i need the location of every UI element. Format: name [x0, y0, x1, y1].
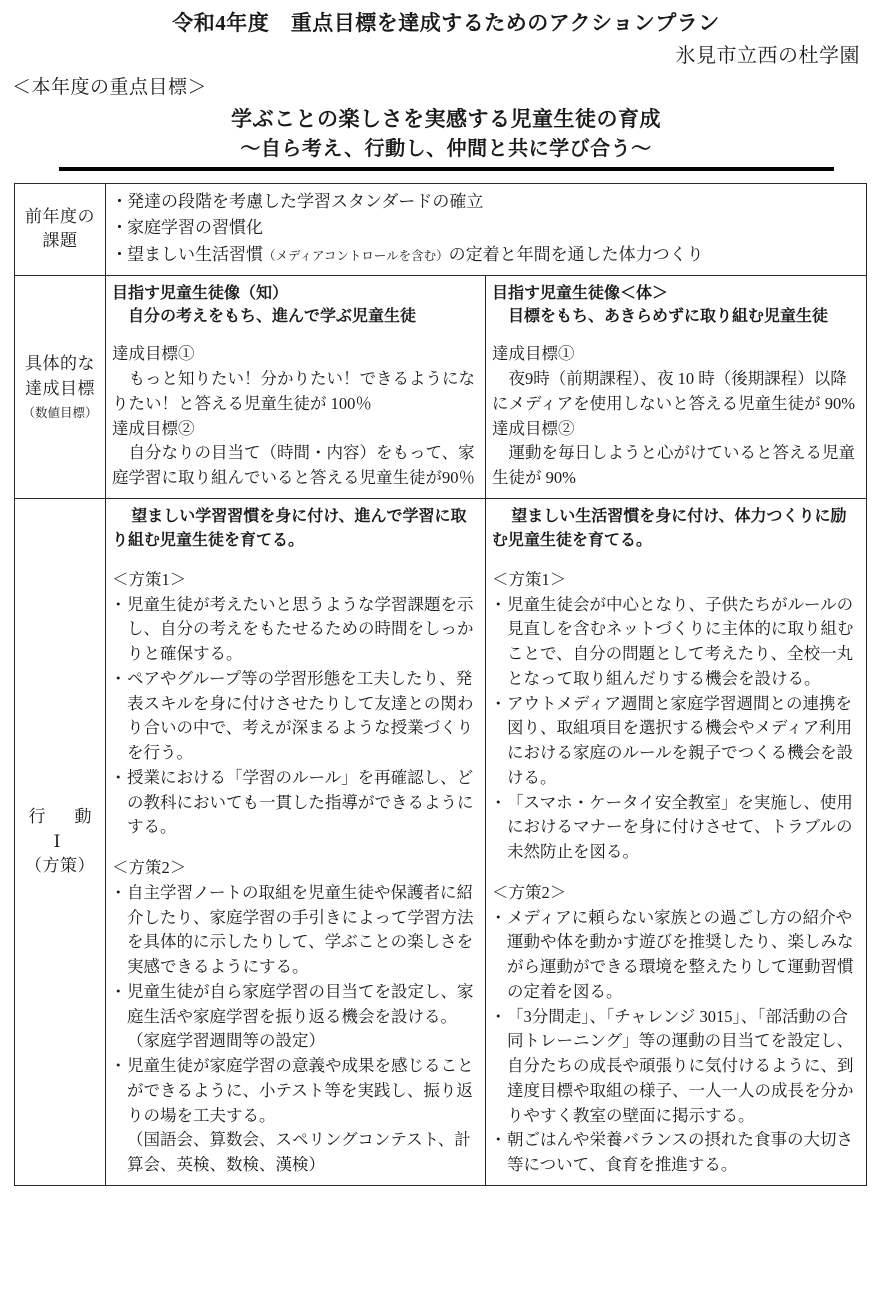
row-label-sublabel: （数値目標） [22, 405, 98, 420]
list-item: ・ 「3分間走」、「チャレンジ 3015」、「部活動の合同トレーニング」等の運動の目当てを設定し、自分たちの成長や頑張りに気付けるように、到達度目標や取組の様子、一人一人の成長を分かりやすく教室の壁面に掲示する。 [492, 1005, 860, 1129]
list-item: ・ 朝ごはんや栄養バランスの摂れた食事の大切さ等について、食育を推進する。 [492, 1128, 860, 1178]
target2-body-knowledge: 自分なりの目当て（時間・内容）をもって、家庭学習に取り組んでいると答える児童生徒が90％ [112, 443, 475, 488]
issue-text-tail: の定着と年間を通した体力つくり [448, 244, 704, 264]
target1-label-physical: 達成目標① [492, 344, 575, 364]
plan2-list-learning [112, 881, 479, 1178]
target2-label-knowledge: 達成目標② [112, 418, 195, 438]
focus-goal-label: ＜本年度の重点目標＞ [12, 77, 208, 99]
table-row-concrete-goals [15, 276, 867, 499]
row-label-line1: 行 動 Ⅰ [28, 807, 121, 851]
target2-label-physical: 達成目標② [492, 418, 575, 438]
list-item: ・ アウトメディア週間と家庭学習週間との連携を図り、取組項目を選択する機会やメディア利用における家庭のルールを親子でつくる機会を設ける。 [492, 692, 860, 791]
goals-physical-cell [486, 276, 867, 499]
ideal-student-heading-physical [492, 281, 860, 327]
target1-body-physical: 夜9時（前期課程）、夜 10 時（後期課程）以降にメディアを使用しないと答える児童生徒が 90% [492, 369, 856, 413]
goals-knowledge-cell [106, 276, 486, 499]
plan1-heading-learning: ＜方策1＞ [112, 569, 187, 589]
row-label-line2: （方策） [25, 856, 95, 876]
ideal-head-body: 目標をもち、あきらめずに取り組む児童生徒 [508, 306, 829, 326]
plan2-heading-learning: ＜方策2＞ [112, 858, 187, 878]
target1-body-knowledge: もっと知りたい！分かりたい！できるようになりたい！と答える児童生徒が 100％ [112, 369, 475, 413]
focus-goal-sub: ～自ら考え、行動し、仲間と共に学び合う～ [240, 137, 652, 160]
list-item: ・ 「スマホ・ケータイ安全教室」を実施し、使用におけるマナーを身に付けさせて、トラブルの未然防止を図る。 [492, 791, 860, 865]
page-title: 令和4年度 重点目標を達成するためのアクションプラン [172, 11, 720, 35]
action-plan-table [14, 183, 867, 1186]
spacer [492, 865, 860, 881]
row-label-line1: 具体的な [25, 354, 95, 374]
row-label-line2: 達成目標 [25, 378, 95, 398]
row-label-action-one [15, 498, 121, 1185]
row-label-line1: 前年度の [25, 206, 95, 226]
ideal-student-heading-knowledge [112, 281, 479, 327]
row-label-concrete-goals [15, 276, 106, 499]
row-label-line2: 課題 [42, 231, 78, 251]
plan2-list-lifestyle [492, 906, 860, 1178]
action-lifestyle-cell [486, 498, 867, 1185]
previous-year-issue-list [112, 189, 860, 268]
ideal-head-body: 自分の考えをもち、進んで学ぶ児童生徒 [128, 306, 417, 326]
table-row-action-one [15, 498, 867, 1185]
spacer [492, 327, 860, 342]
plan2-footnote-learning: （国語会、算数会、スペリングコンテスト、計算会、英検、数検、漢検） [127, 1130, 471, 1175]
plan1-heading-lifestyle: ＜方策1＞ [492, 569, 567, 589]
row-label-previous-year [15, 183, 106, 276]
spacer [112, 552, 479, 568]
list-item: ・ 児童生徒が自ら家庭学習の目当てを設定し、家庭生活や家庭学習を振り返る機会を設ける。（家庭学習週間等の設定） [112, 980, 479, 1054]
list-item: ・ ペアやグループ等の学習形態を工夫したり、発表スキルを身に付けさせたりして友達との関わり合いの中で、考えが深まるような授業づくりを行う。 [112, 667, 479, 766]
focus-goal-block [0, 105, 892, 162]
table-row-previous-year [15, 183, 867, 276]
list-item: ・ メディアに頼らない家族との過ごし方の紹介や運動や体を動かす遊びを推奨したり、楽しみながら運動ができる環境を整えたりして運動習慣の定着を図る。 [492, 906, 860, 1005]
school-name: 氷見市立西の杜学園 [675, 45, 860, 68]
spacer [112, 840, 479, 856]
ideal-head-title: 目指す児童生徒像（知） [112, 283, 289, 303]
list-item [112, 242, 860, 268]
plan2-heading-lifestyle: ＜方策2＞ [492, 882, 567, 902]
plan1-list-lifestyle [492, 593, 860, 865]
target2-body-physical: 運動を毎日しようと心がけていると答える児童生徒が 90% [492, 443, 855, 488]
action-learning-cell [106, 498, 486, 1185]
list-item: ・ 児童生徒会が中心となり、子供たちがルールの見直しを含むネットづくりに主体的に取り組むことで、自分の問題として考えたり、全校一丸となって取り組んだりする機会を設ける。 [492, 593, 860, 692]
list-item: ・ 授業における「学習のルール」を再確認し、どの教科においても一貫した指導ができるようにする。 [112, 766, 479, 840]
plan1-list-learning [112, 593, 479, 841]
target1-label-knowledge: 達成目標① [112, 344, 195, 364]
list-item: ・ 発達の段階を考慮した学習スタンダードの確立 [112, 189, 860, 215]
goal-divider-rule [59, 167, 834, 171]
list-item: ・ 家庭学習の習慣化 [112, 215, 860, 241]
issue-text-main: 望ましい生活習慣 [127, 244, 263, 264]
issue-text-note: （メディアコントロールを含む） [263, 248, 449, 263]
ideal-head-title: 目指す児童生徒像＜体＞ [492, 283, 669, 303]
spacer [112, 327, 479, 342]
list-item: ・ 児童生徒が家庭学習の意義や成果を感じることができるように、小テスト等を実践し、振り返りの場を工夫する。 [112, 1054, 479, 1128]
list-item: ・ 自主学習ノートの取組を児童生徒や保護者に紹介したり、家庭学習の手引きによって学習方法を具体的に示したりして、学ぶことの楽しさを実感できるようにする。 [112, 881, 479, 980]
focus-goal-main: 学ぶことの楽しさを実感する児童生徒の育成 [231, 107, 661, 132]
previous-year-issues-cell [106, 183, 867, 276]
action-lead-lifestyle: 望ましい生活習慣を身に付け、体力つくりに励む児童生徒を育てる。 [492, 505, 847, 549]
spacer [492, 552, 860, 568]
list-item: ・ 児童生徒が考えたいと思うような学習課題を示し、自分の考えをもたせるための時間をしっかりと確保する。 [112, 593, 479, 667]
action-lead-learning: 望ましい学習習慣を身に付け、進んで学習に取り組む児童生徒を育てる。 [112, 505, 467, 549]
